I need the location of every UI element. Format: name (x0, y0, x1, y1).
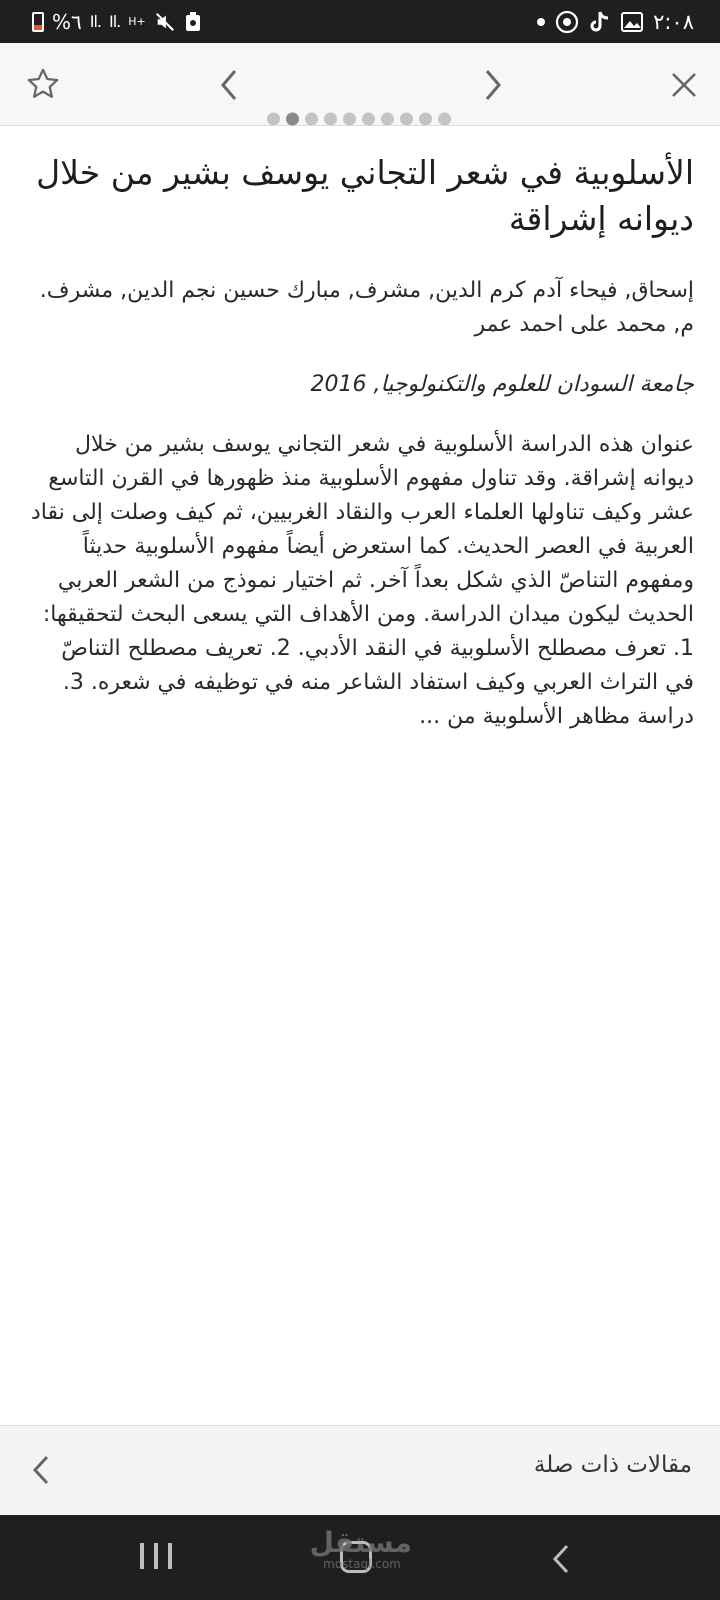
related-articles-bar[interactable] (0, 1425, 720, 1516)
back-icon[interactable] (546, 1539, 576, 1579)
focus-icon (555, 10, 579, 34)
signal-icon-2: Il. (109, 12, 121, 31)
related-articles-label: مقالات ذات صلة (533, 1452, 692, 1478)
pager-dot[interactable] (419, 113, 432, 126)
pager-dots (267, 113, 451, 126)
pager-dot[interactable] (267, 113, 280, 126)
status-bar-right (537, 0, 694, 43)
pager-dot[interactable] (362, 113, 375, 126)
status-bar (0, 0, 720, 43)
battery-percent: %٦ (52, 9, 82, 34)
article-abstract: عنوان هذه الدراسة الأسلوبية في شعر التجاني يوسف بشير من خلال ديوانه إشراقة. وقد تناول مفهوم الأسلوبية منذ ظهورها في القرن التاسع عشر وكيف تناولها العلماء العرب والنقاد الغربيين، ثم كيف وصلت إلى نقاد العربية في العصر الحديث. كما استعرض أيضاً مفهوم الأسلوبية حديثاً ومفهوم التناصّ الذي شكل بعداً آخر. ثم اختيار نموذج من الشعر العربي الحديث ليكون ميدان الدراسة. ومن الأهداف التي يسعى البحث لتحقيقها: 1. تعرف مصطلح الأسلوبية في النقد الأدبي. 2. تعريف مصطلح التناصّ في التراث العربي وكيف استفاد الشاعر منه في توظيفه في شعره. 3. دراسة مظاهر الأسلوبية من ... (31, 432, 694, 729)
recent-apps-icon[interactable] (140, 1543, 172, 1573)
article-title: الأسلوبية في شعر التجاني يوسف بشير من خلال ديوانه إشراقة (36, 153, 694, 238)
toolbar (0, 43, 720, 126)
article-source: جامعة السودان للعلوم والتكنولوجيا, 2016 (310, 372, 694, 397)
chevron-left-icon[interactable] (26, 1450, 56, 1490)
pager-dot[interactable] (305, 113, 318, 126)
clock: ٢:٠٨ (653, 9, 694, 34)
pager-dot[interactable] (343, 113, 356, 126)
next-chevron-icon[interactable] (478, 65, 508, 105)
article-authors: إسحاق, فيحاء آدم كرم الدين, مشرف, مبارك حسين نجم الدين, مشرف. م, محمد على احمد عمر (39, 278, 694, 337)
watermark-arabic: مستقل (309, 1526, 412, 1559)
pager-dot[interactable] (286, 113, 299, 126)
pager-dot[interactable] (438, 113, 451, 126)
article-content (30, 140, 694, 734)
previous-chevron-icon[interactable] (214, 65, 244, 105)
pager-dot[interactable] (324, 113, 337, 126)
status-bar-left (32, 0, 202, 43)
network-icon: H+ (128, 15, 146, 28)
signal-icon: Il. (89, 12, 102, 31)
watermark (309, 1526, 412, 1571)
watermark-latin: mostaql.com (323, 1557, 401, 1571)
battery-icon (32, 12, 44, 32)
close-icon[interactable] (664, 65, 704, 105)
favorite-star-icon[interactable] (22, 63, 64, 105)
tiktok-icon (589, 10, 611, 34)
gallery-icon (621, 12, 643, 32)
pager-dot[interactable] (381, 113, 394, 126)
dot-icon (537, 18, 545, 26)
alarm-icon (184, 11, 202, 33)
pager-dot[interactable] (400, 113, 413, 126)
mute-icon (154, 11, 176, 33)
system-nav-bar (0, 1515, 720, 1600)
